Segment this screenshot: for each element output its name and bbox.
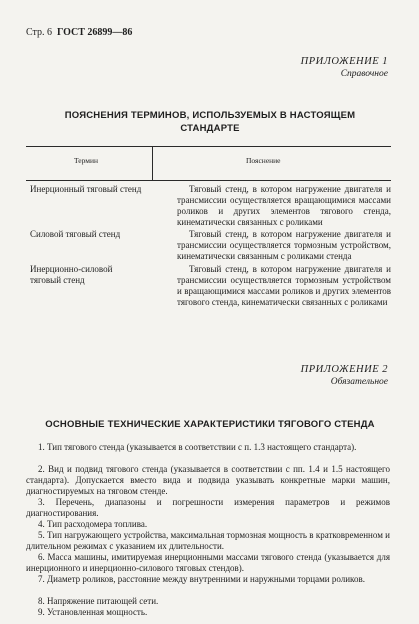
table-row-definition: Тяговый стенд, в котором нагружение двигателя и трансмиссии осуществляется тормозным устройством, кинематически связанным с роликами стенда [177, 229, 391, 261]
appendix-2-status: Обязательное [330, 377, 388, 387]
table-header-term: Термин [74, 156, 99, 165]
table-row-term: Силовой тяговый стенд [30, 229, 121, 239]
table-column-divider [152, 146, 153, 180]
list-item: 2. Вид и подвид тягового стенда (указывается в соответствии с пп. 1.4 и 1.5 настоящего стандарта). Допускается вместо вида и подвида указывать конкретные марки машин, диагностируемых на тяговом стенде. [26, 464, 390, 496]
page-number: Стр. 6 [26, 27, 53, 38]
standard-number: ГОСТ 26899—86 [57, 27, 133, 38]
table-row-definition: Тяговый стенд, в котором нагружение двигателя и трансмиссии осуществляется вращающимися массами роликов и других элементов тягового стенда, кинематически связанных с роликами [177, 184, 391, 227]
table-row-term: Инерционный тяговый стенд [30, 184, 142, 194]
appendix-1-label: ПРИЛОЖЕНИЕ 1 [300, 56, 388, 67]
appendix-1-title: ПОЯСНЕНИЯ ТЕРМИНОВ, ИСПОЛЬЗУЕМЫХ В НАСТОЯЩЕМ СТАНДАРТЕ [64, 110, 356, 134]
list-item: 3. Перечень, диапазоны и погрешности измерения параметров и режимов диагностирования. [26, 497, 390, 518]
table-header-explanation: Пояснение [246, 156, 281, 165]
list-item: 9. Установленная мощность. [38, 607, 148, 617]
list-item: 1. Тип тягового стенда (указывается в соответствии с п. 1.3 настоящего стандарта). [38, 442, 357, 452]
appendix-2-label: ПРИЛОЖЕНИЕ 2 [300, 364, 388, 375]
appendix-2-title: ОСНОВНЫЕ ТЕХНИЧЕСКИЕ ХАРАКТЕРИСТИКИ ТЯГОВОГО СТЕНДА [45, 419, 375, 430]
table-row-term: Инерционно-силовой тяговый стенд [30, 264, 113, 285]
table-header-rule [26, 180, 391, 181]
page-header [26, 27, 132, 38]
list-item: 4. Тип расходомера топлива. [38, 519, 148, 529]
appendix-1-status: Справочное [340, 69, 388, 79]
list-item: 8. Напряжение питающей сети. [38, 596, 159, 606]
table-row-definition: Тяговый стенд, в котором нагружение двигателя и трансмиссии осуществляется тормозным устройством и вращающимися массами роликов и других элементов тягового стенда, кинематически связанных с роликами [177, 264, 391, 307]
list-item: 5. Тип нагружающего устройства, максимальная тормозная мощность в кратковременном и длительном режимах с указанием их длительности. [26, 530, 390, 551]
list-item: 7. Диаметр роликов, расстояние между внутренними и наружными торцами роликов. [38, 574, 365, 584]
list-item: 6. Масса машины, имитируемая инерционными массами тягового стенда (указывается для инерционного и инерционно-силового тяговых стендов). [26, 552, 390, 573]
table-top-rule [26, 146, 391, 147]
